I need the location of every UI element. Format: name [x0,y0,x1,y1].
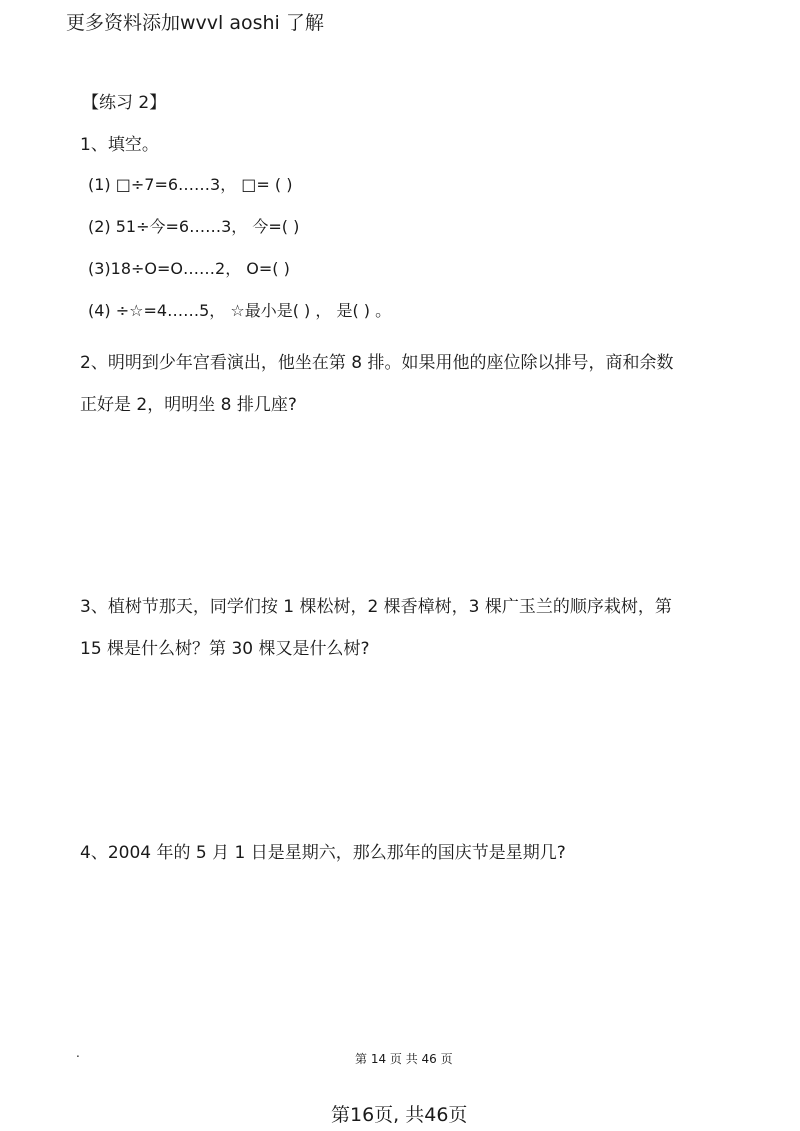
footer-inner-page-number: 第 14 页 共 46 页 [355,1052,453,1066]
watermark-header: 更多资料添加wvvl aoshi 了解 [66,12,324,34]
question-3-line-1: 3、植树节那天，同学们按 1 棵松树，2 棵香樟树，3 棵广玉兰的顺序栽树，第 [80,597,672,617]
question-4-line-1: 4、2004 年的 5 月 1 日是星期六，那么那年的国庆节是星期几? [80,843,566,863]
question-1-item-4: (4) ÷☆=4……5， ☆最小是( ) ， 是( ) 。 [88,301,392,320]
question-1-item-3: (3)18÷O=O……2， O=( ) [88,259,290,278]
question-1-item-1: (1) □÷7=6……3， □= ( ) [88,175,293,194]
question-3-line-2: 15 棵是什么树？第 30 棵又是什么树? [80,639,370,659]
question-2-line-2: 正好是 2，明明坐 8 排几座? [80,395,297,415]
question-2-line-1: 2、明明到少年宫看演出，他坐在第 8 排。如果用他的座位除以排号，商和余数 [80,353,674,373]
footer-page-number: 第16页, 共46页 [331,1104,468,1126]
footer-dot: . [76,1046,80,1060]
question-1-item-2: (2) 51÷今=6……3， 今=( ) [88,217,300,236]
section-title: 【练习 2】 [82,93,167,113]
question-1-title: 1、填空。 [80,135,159,155]
